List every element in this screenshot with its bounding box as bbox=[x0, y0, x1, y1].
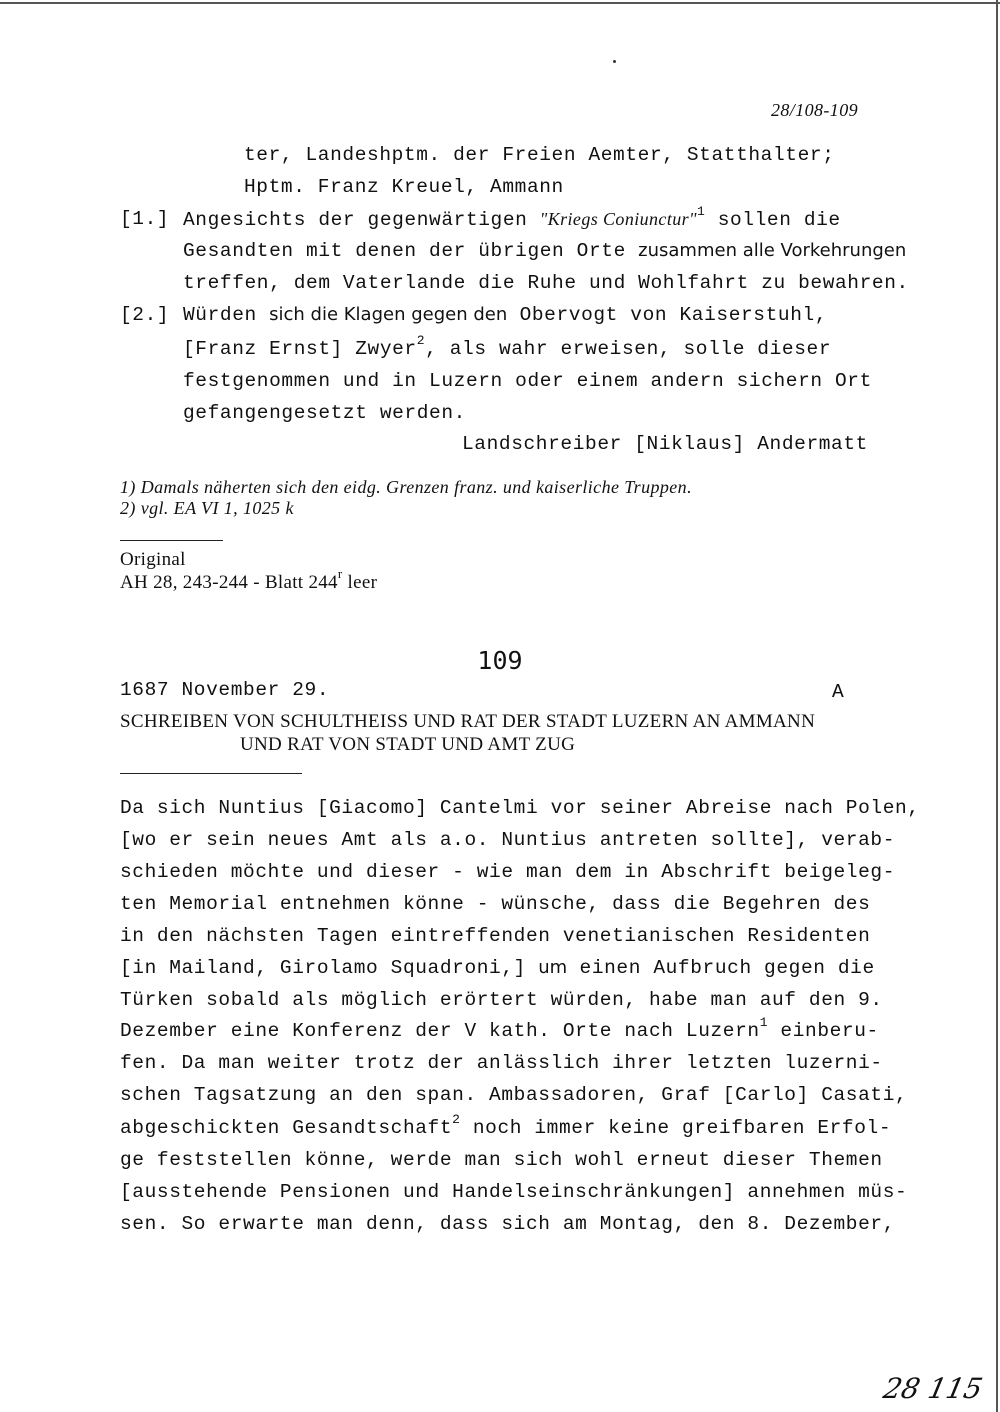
scan-border-right bbox=[996, 0, 998, 1412]
body-line: sen. So erwarte man denn, dass sich am Montag, den 8. Dezember, bbox=[120, 1213, 896, 1235]
text-line: Hptm. Franz Kreuel, Ammann bbox=[244, 176, 564, 198]
body-line: Dezember eine Konferenz der V kath. Orte nach Luzern$^1$ einberu- bbox=[120, 1015, 879, 1042]
document-number: 109 bbox=[477, 646, 523, 675]
separator-rule bbox=[120, 540, 223, 541]
body-line: schen Tagsatzung an den span. Ambassadoren, Graf [Carlo] Casati, bbox=[120, 1084, 908, 1106]
source-reference: AH 28, 243-244 - Blatt 244$^r$ leer bbox=[120, 566, 378, 593]
document-title: UND RAT VON STADT UND AMT ZUG bbox=[240, 734, 576, 755]
text-line: ter, Landeshptm. der Freien Aemter, Statthalter; bbox=[244, 144, 835, 166]
item-marker: [1.] bbox=[120, 208, 170, 230]
item-1-line-1: Angesichts der gegenwärtigen "Kriegs Coniunctur"$^1$ sollen die bbox=[183, 204, 841, 231]
item-2-line-2: [Franz Ernst] Zwyer$^2$, als wahr erweisen, solle dieser bbox=[183, 333, 832, 360]
signature: Landschreiber [Niklaus] Andermatt bbox=[462, 433, 868, 455]
body-line: abgeschickten Gesandtschaft$^2$ noch immer keine greifbaren Erfol- bbox=[120, 1112, 892, 1139]
body-line: fen. Da man weiter trotz der anlässlich ihrer letzten luzerni- bbox=[120, 1052, 883, 1074]
item-2-line-4: gefangengesetzt werden. bbox=[183, 402, 466, 424]
body-line: schieden möchte und dieser - wie man dem in Abschrift beigeleg- bbox=[120, 861, 896, 883]
scan-border-top bbox=[0, 2, 1000, 4]
item-1-line-3: treffen, dem Vaterlande die Ruhe und Wohlfahrt zu bewahren. bbox=[183, 272, 909, 294]
body-line: ten Memorial entnehmen könne - wünsche, dass die Begehren des bbox=[120, 893, 871, 915]
handwritten-archive-number: 28 115 bbox=[880, 1372, 986, 1405]
body-line: Türken sobald als möglich erörtert würden, habe man auf den 9. bbox=[120, 989, 883, 1011]
body-line: [wo er sein neues Amt als a.o. Nuntius antreten sollte], verab- bbox=[120, 829, 896, 851]
source-label: Original bbox=[120, 549, 186, 570]
item-marker: [2.] bbox=[120, 304, 170, 326]
document-type-code: A bbox=[832, 681, 845, 703]
item-1-line-2: Gesandten mit denen der übrigen Orte zusammen alle Vorkehrungen bbox=[183, 240, 907, 262]
document-title: SCHREIBEN VON SCHULTHEISS UND RAT DER STADT LUZERN AN AMMANN bbox=[120, 711, 816, 732]
document-date: 1687 November 29. bbox=[120, 679, 330, 701]
body-line: [in Mailand, Girolamo Squadroni,] um einen Aufbruch gegen die bbox=[120, 957, 875, 979]
body-line: Da sich Nuntius [Giacomo] Cantelmi vor seiner Abreise nach Polen, bbox=[120, 797, 920, 819]
footnote: 2) vgl. EA VI 1, 1025 k bbox=[120, 498, 294, 518]
body-line: ge feststellen könne, werde man sich wohl erneut dieser Themen bbox=[120, 1149, 883, 1171]
footnote: 1) Damals näherten sich den eidg. Grenzen franz. und kaiserliche Truppen. bbox=[120, 477, 692, 497]
body-line: [ausstehende Pensionen und Handelseinschränkungen] annehmen müs- bbox=[120, 1181, 908, 1203]
item-2-line-1: Würden sich die Klagen gegen den Obervogt von Kaiserstuhl, bbox=[183, 304, 828, 326]
scan-speck bbox=[613, 60, 616, 63]
separator-rule bbox=[120, 773, 302, 774]
item-2-line-3: festgenommen und in Luzern oder einem andern sichern Ort bbox=[183, 370, 872, 392]
body-line: in den nächsten Tagen eintreffenden venetianischen Residenten bbox=[120, 925, 871, 947]
page-reference: 28/108-109 bbox=[771, 100, 858, 120]
